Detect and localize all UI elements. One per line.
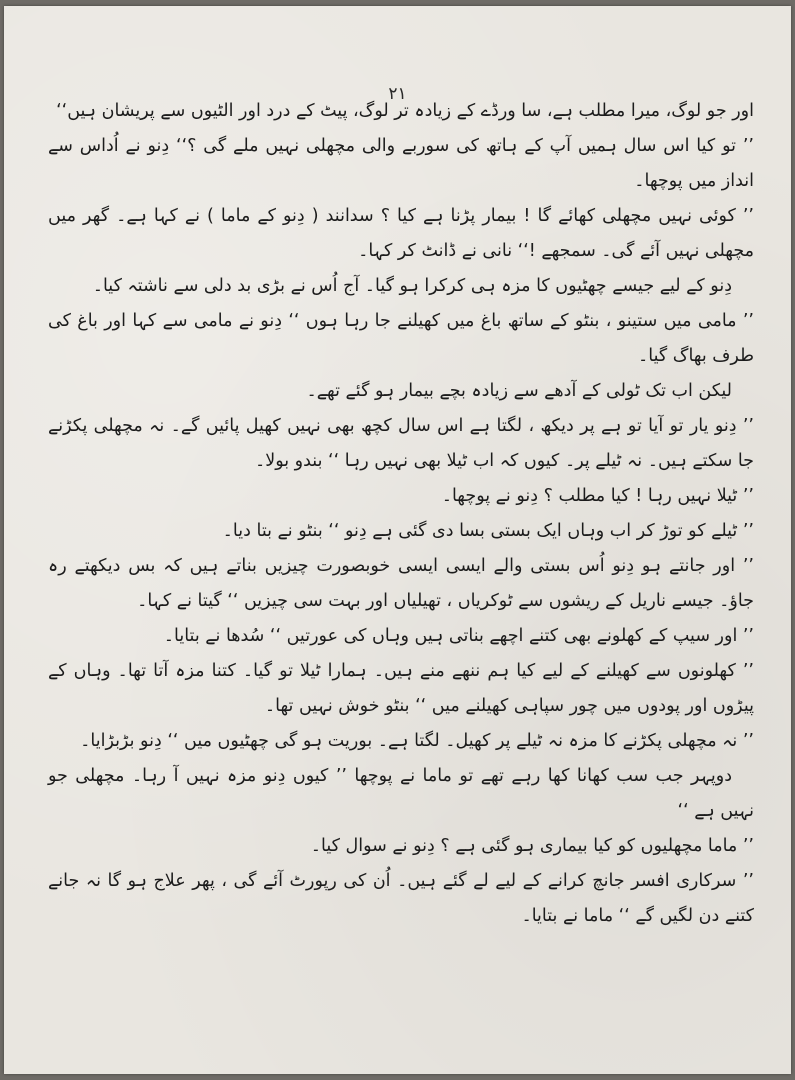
paragraph: دِنو کے لیے جیسے چھٹیوں کا مزہ ہی کرکرا ہو گیا۔ آج اُس نے بڑی بد دلی سے ناشتہ کیا۔ — [92, 276, 732, 296]
paragraph: اور جو لوگ، میرا مطلب ہے، سا ورڈے کے زیادہ تر لوگ، پیٹ کے درد اور الٹیوں سے پریشان ہیں‘‘ — [56, 101, 754, 121]
paragraph: ’’ سرکاری افسر جانچ کرانے کے لیے لے گئے ہیں۔ اُن کی رپورٹ آئے گی ، پھر علاج ہو گا نہ جانے کتنے دن لگیں گے ‘‘ ماما نے بتایا۔ — [48, 871, 754, 926]
paragraph: ’’ ٹیلے کو توڑ کر اب وہاں ایک بستی بسا دی گئی ہے دِنو ‘‘ بنٹو نے بتا دیا۔ — [222, 521, 754, 541]
paragraph: ’’ دِنو یار تو آیا تو ہے پر دیکھ ، لگتا ہے اس سال کچھ بھی نہیں کھیل پائیں گے۔ نہ مچھلی پکڑنے جا سکتے ہیں۔ نہ ٹیلے پر۔ کیوں کہ اب ٹیلا بھی نہیں رہا ‘‘ بندو بولا۔ — [48, 416, 754, 471]
page-body-text — [48, 94, 754, 934]
paragraph: ’’ نہ مچھلی پکڑنے کا مزہ نہ ٹیلے پر کھیل۔ لگتا ہے۔ بوریت ہو گی چھٹیوں میں ‘‘ دِنو بڑبڑایا۔ — [80, 731, 754, 751]
paragraph: ’’ تو کیا اس سال ہمیں آپ کے ہاتھ کی سوربے والی مچھلی نہیں ملے گی ؟‘‘ دِنو نے اُداس سے انداز میں پوچھا۔ — [48, 136, 754, 191]
paragraph: لیکن اب تک ٹولی کے آدھے سے زیادہ بچے بیمار ہو گئے تھے۔ — [306, 381, 732, 401]
paragraph: ’’ کھلونوں سے کھیلنے کے لیے کیا ہم ننھے منے ہیں۔ ہمارا ٹیلا تو گیا۔ کتنا مزہ آتا تھا۔ وہاں کے پیڑوں اور پودوں میں چور سپاہی کھیلنے میں ‘‘ بنٹو خوش نہیں تھا۔ — [48, 661, 754, 716]
paragraph: ’’ ٹیلا نہیں رہا ! کیا مطلب ؟ دِنو نے پوچھا۔ — [441, 486, 754, 506]
paragraph: ’’ کوئی نہیں مچھلی کھائے گا ! بیمار پڑنا ہے کیا ؟ سدانند ( دِنو کے ماما ) نے کہا ہے۔ گھر میں مچھلی نہیں آئے گی۔ سمجھے !‘‘ نانی نے ڈانٹ کر کہا۔ — [48, 206, 754, 261]
paragraph: دوپہر جب سب کھانا کھا رہے تھے تو ماما نے پوچھا ’’ کیوں دِنو مزہ نہیں آ رہا۔ مچھلی جو نہیں ہے ‘‘ — [48, 766, 754, 821]
paragraph: ’’ اور سیپ کے کھلونے بھی کتنے اچھے بناتی ہیں وہاں کی عورتیں ‘‘ سُدھا نے بتایا۔ — [163, 626, 754, 646]
paragraph: ’’ اور جانتے ہو دِنو اُس بستی والے ایسی ایسی خوبصورت چیزیں بناتے ہیں کہ بس دیکھتے رہ جاؤ۔ جیسے ناریل کے ریشوں سے ٹوکریاں ، تھیلیاں اور بہت سی چیزیں ‘‘ گیتا نے کہا۔ — [48, 556, 754, 611]
page-number: ۲۱ — [388, 84, 407, 104]
paragraph: ’’ ماما مچھلیوں کو کیا بیماری ہو گئی ہے ؟ دِنو نے سوال کیا۔ — [310, 836, 754, 856]
paragraph: ’’ مامی میں ستینو ، بنٹو کے ساتھ باغ میں کھیلنے جا رہا ہوں ‘‘ دِنو نے مامی سے کہا اور باغ کی طرف بھاگ گیا۔ — [48, 311, 754, 366]
book-page — [4, 6, 791, 1074]
